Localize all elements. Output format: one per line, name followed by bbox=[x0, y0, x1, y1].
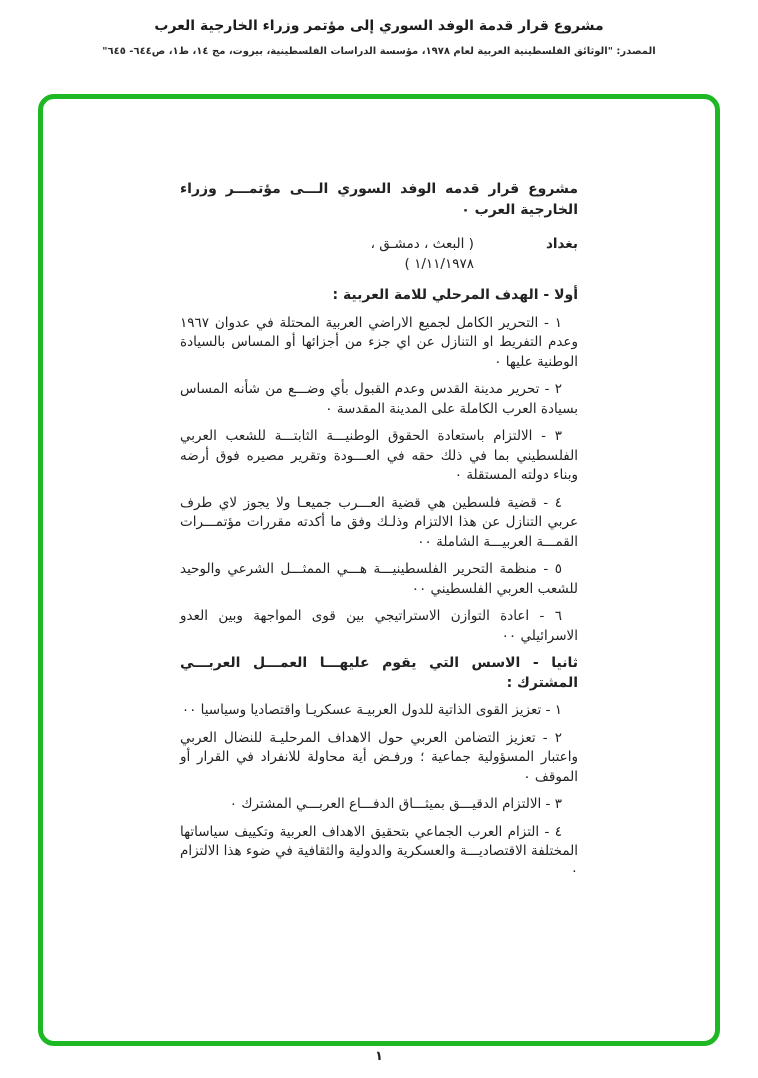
dateline-source bbox=[371, 235, 474, 274]
section-1-heading: أولا - الهدف المرحلي للامة العربية : bbox=[332, 287, 578, 303]
document-frame bbox=[38, 94, 720, 1046]
header-source: المصدر: "الوثائق الفلسطينية العربية لعام ١٩٧٨، مؤسسة الدراسات الفلسطينية، بيروت، مج ١٤، ط١، ص٦٤٤- ٦٤٥" bbox=[102, 46, 656, 57]
section-2-paragraph-2: ٢ - تعزيز التضامن العربي حول الاهداف المرحليـة للنضال العربي واعتبار المسؤولية جماعية ؛ ورفـض أية محاولة للانفراد في القرار أو الموقف ٠ bbox=[180, 729, 578, 785]
page-header bbox=[0, 18, 758, 57]
section-1-paragraph-4: ٤ - قضية فلسطين هي قضية العـــرب جميعـا ولا يجوز لاي طرف عربي التنازل عن هذا الالتزام وذلـك وفق ما أكدته مقررات مؤتمـــرات القمـــة العربيـــة الشاملة ٠٠ bbox=[180, 494, 578, 550]
section-1-paragraph-3: ٣ - الالتزام باستعادة الحقوق الوطنيـــة الثابتـــة للشعب العربي الفلسطيني بما في ذلك حقه في العـــودة وتقرير مصيره فوق أرضه وبناء دولته المستقلة ٠ bbox=[180, 428, 578, 483]
section-1-paragraph-2: ٢ - تحرير مدينة القدس وعدم القبول بأي وضـــع من شأنه المساس بسيادة العرب الكاملة على المدينة المقدسة ٠ bbox=[180, 381, 578, 417]
document-content bbox=[180, 179, 578, 881]
document-title: مشروع قرار قدمه الوفد السوري الـــى مؤتمـــر وزراء الخارجية العرب ٠ bbox=[180, 181, 578, 218]
dateline-city: بغداد bbox=[545, 236, 578, 252]
section-1-paragraph-1: ١ - التحرير الكامل لجميع الاراضي العربية المحتلة في عدوان ١٩٦٧ وعدم التفريط او التنازل عن اي جزء من أجزائها أو المساس بالسيادة الوطنية عليها ٠ bbox=[180, 314, 578, 370]
dateline-source-line: ( البعث ، دمشـق ، bbox=[370, 236, 474, 252]
dateline bbox=[180, 235, 578, 274]
section-2-paragraph-4: ٤ - التزام العرب الجماعي بتحقيق الاهداف العربية وتكييف سياساتها المختلفة الاقتصاديـــة والعسكرية والدولية والثقافية في ضوء هذا الالتزام ٠ bbox=[180, 823, 578, 879]
page-number: ١ bbox=[375, 1049, 383, 1064]
header-title: مشروع قرار قدمة الوفد السوري إلى مؤتمر وزراء الخارجية العرب bbox=[154, 18, 604, 34]
section-1-paragraph-5: ٥ - منظمة التحرير الفلسطينيـــة هـــي الممثـــل الشرعي والوحيد للشعب العربي الفلسطيني ٠٠ bbox=[180, 561, 578, 597]
dateline-date-line: ١/١١/١٩٧٨ ) bbox=[404, 255, 474, 272]
section-1-paragraph-6: ٦ - اعادة التوازن الاستراتيجي بين قوى المواجهة وبين العدو الاسرائيلي ٠٠ bbox=[180, 608, 578, 644]
section-2-paragraph-3: ٣ - الالتزام الدقيـــق بميثـــاق الدفـــاع العربـــي المشترك ٠ bbox=[229, 796, 562, 812]
section-2-paragraph-1: ١ - تعزيز القوى الذاتية للدول العربيـة عسكريـا واقتصاديا وسياسيا ٠٠ bbox=[181, 702, 562, 718]
section-2-heading: ثانيا - الاسس التي يقوم عليهـــا العمـــل العربـــي المشترك : bbox=[180, 655, 578, 691]
